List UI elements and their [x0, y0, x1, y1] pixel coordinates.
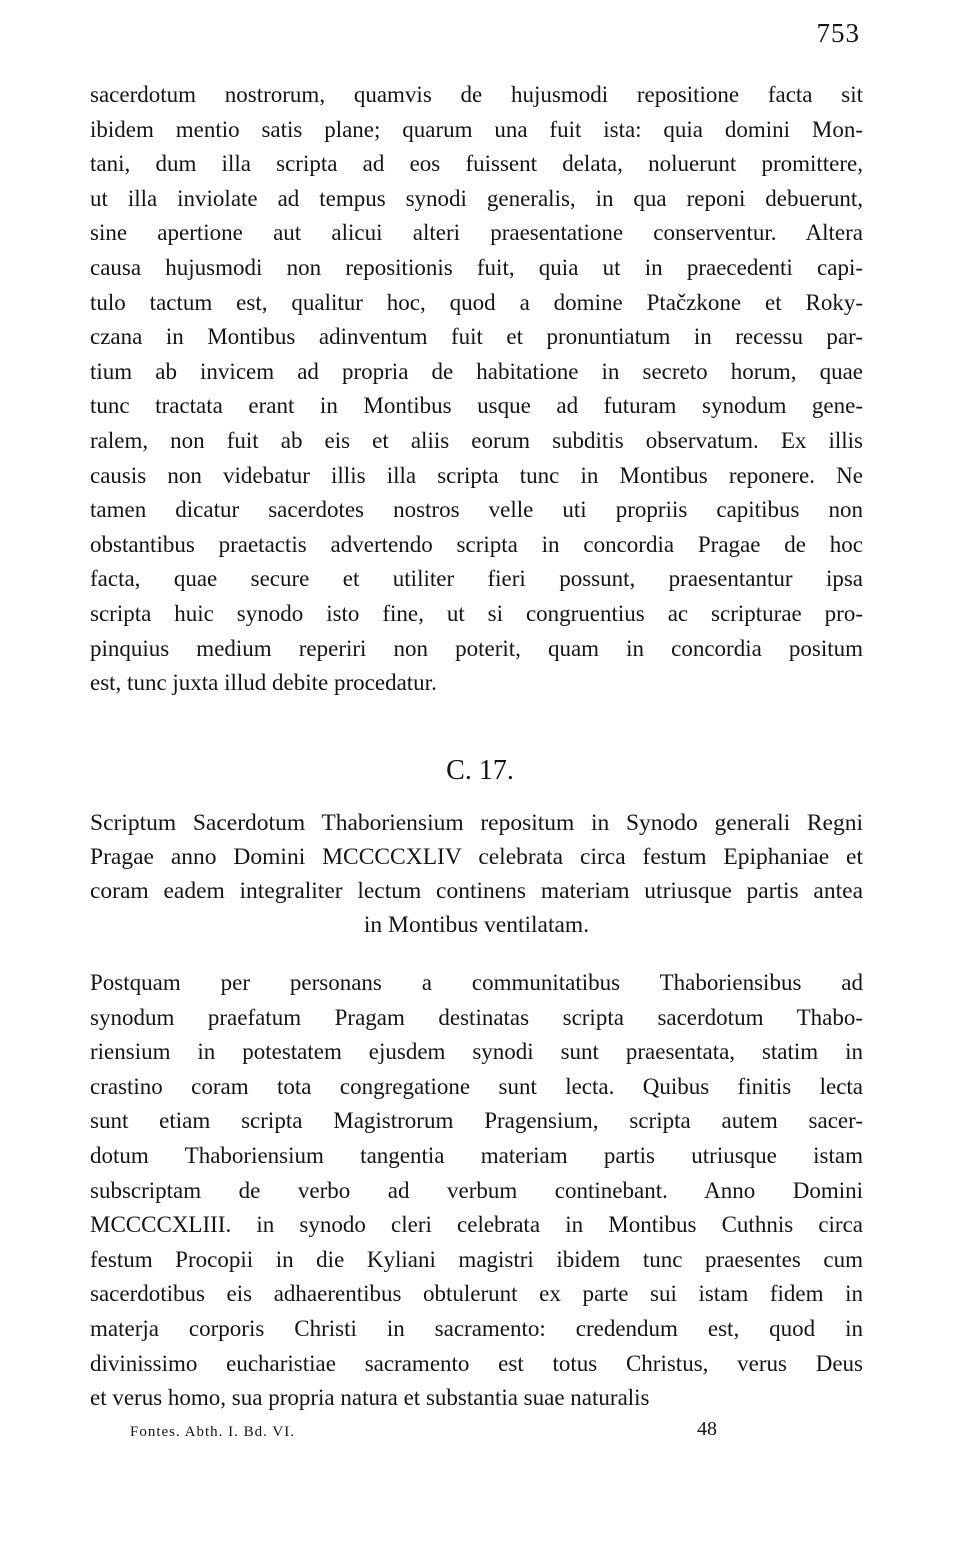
text-line: obstantibus praetactis advertendo scripta in concordia Pragae de hoc [90, 531, 863, 557]
text-line: festum Procopii in die Kyliani magistri ibidem tunc praesentes cum [90, 1246, 863, 1272]
text-line: dotum Thaboriensium tangentia materiam partis utriusque istam [90, 1142, 863, 1168]
heading-line: in Montibus ventilatam. [363, 912, 590, 938]
text-line: ut illa inviolate ad tempus synodi generalis, in qua reponi debuerunt, [90, 185, 863, 211]
paragraph-continued [90, 78, 863, 701]
footer-source: Fontes. Abth. I. Bd. VI. [130, 1424, 295, 1440]
paragraph-body [90, 966, 863, 1416]
text-line: tamen dicatur sacerdotes nostros velle uti propriis capitibus non [90, 497, 863, 523]
page-number: 753 [816, 18, 860, 48]
text-line: facta, quae secure et utiliter fieri possunt, praesentantur ipsa [90, 566, 863, 592]
text-line: sacerdotum nostrorum, quamvis de hujusmodi repositione facta sit [90, 82, 863, 107]
text-line: MCCCCXLIII. in synodo cleri celebrata in Montibus Cuthnis circa [90, 1212, 863, 1238]
text-line: sine apertione aut alicui alteri praesentatione conserventur. Altera [90, 220, 863, 246]
text-line: sacerdotibus eis adhaerentibus obtulerunt ex parte sui istam fidem in [90, 1281, 863, 1307]
text-line: tium ab invicem ad propria de habitatione in secreto horum, quae [90, 358, 863, 384]
text-line: sunt etiam scripta Magistrorum Pragensium, scripta autem sacer- [90, 1108, 863, 1134]
text-line: causa hujusmodi non repositionis fuit, quia ut in praecedenti capi- [90, 254, 863, 280]
text-line: riensium in potestatem ejusdem synodi sunt praesentata, statim in [90, 1039, 863, 1065]
signature-mark: 48 [697, 1418, 717, 1440]
text-line: ibidem mentio satis plane; quarum una fuit ista: quia domini Mon- [90, 116, 863, 142]
text-line: subscriptam de verbo ad verbum continebant. Anno Domini [90, 1177, 863, 1203]
text-line: pinquius medium reperiri non poterit, quam in concordia positum [90, 635, 863, 661]
text-line: synodum praefatum Pragam destinatas scripta sacerdotum Thabo- [90, 1004, 863, 1030]
text-line: scripta huic synodo isto fine, ut si congruentius ac scripturae pro- [90, 600, 863, 626]
text-line: czana in Montibus adinventum fuit et pronuntiatum in recessu par- [90, 324, 863, 350]
heading-line: Pragae anno Domini MCCCCXLIV celebrata circa festum Epiphaniae et [90, 844, 863, 870]
text-line: materja corporis Christi in sacramento: credendum est, quod in [90, 1315, 863, 1341]
text-line: tunc tractata erant in Montibus usque ad futuram synodum gene- [90, 393, 863, 419]
section-heading [90, 806, 863, 942]
text-line: divinissimo eucharistiae sacramento est totus Christus, verus Deus [90, 1350, 863, 1376]
text-line: est, tunc juxta illud debite procedatur. [90, 670, 437, 696]
text-line: tulo tactum est, qualitur hoc, quod a domine Ptačzkone et Roky- [90, 289, 863, 315]
heading-line: coram eadem integraliter lectum continens materiam utriusque partis antea [90, 878, 863, 904]
text-line: et verus homo, sua propria natura et substantia suae naturalis [90, 1385, 650, 1411]
text-line: ralem, non fuit ab eis et aliis eorum subditis observatum. Ex illis [90, 427, 863, 453]
text-line: tani, dum illa scripta ad eos fuissent delata, noluerunt promittere, [90, 151, 863, 177]
text-line: Postquam per personans a communitatibus Thaboriensibus ad [90, 970, 863, 995]
text-line: causis non videbatur illis illa scripta tunc in Montibus reponere. Ne [90, 462, 863, 488]
text-line: crastino coram tota congregatione sunt lecta. Quibus finitis lecta [90, 1073, 863, 1099]
chapter-heading: C. 17. [446, 755, 514, 786]
heading-line: Scriptum Sacerdotum Thaboriensium repositum in Synodo generali Regni [90, 810, 863, 836]
